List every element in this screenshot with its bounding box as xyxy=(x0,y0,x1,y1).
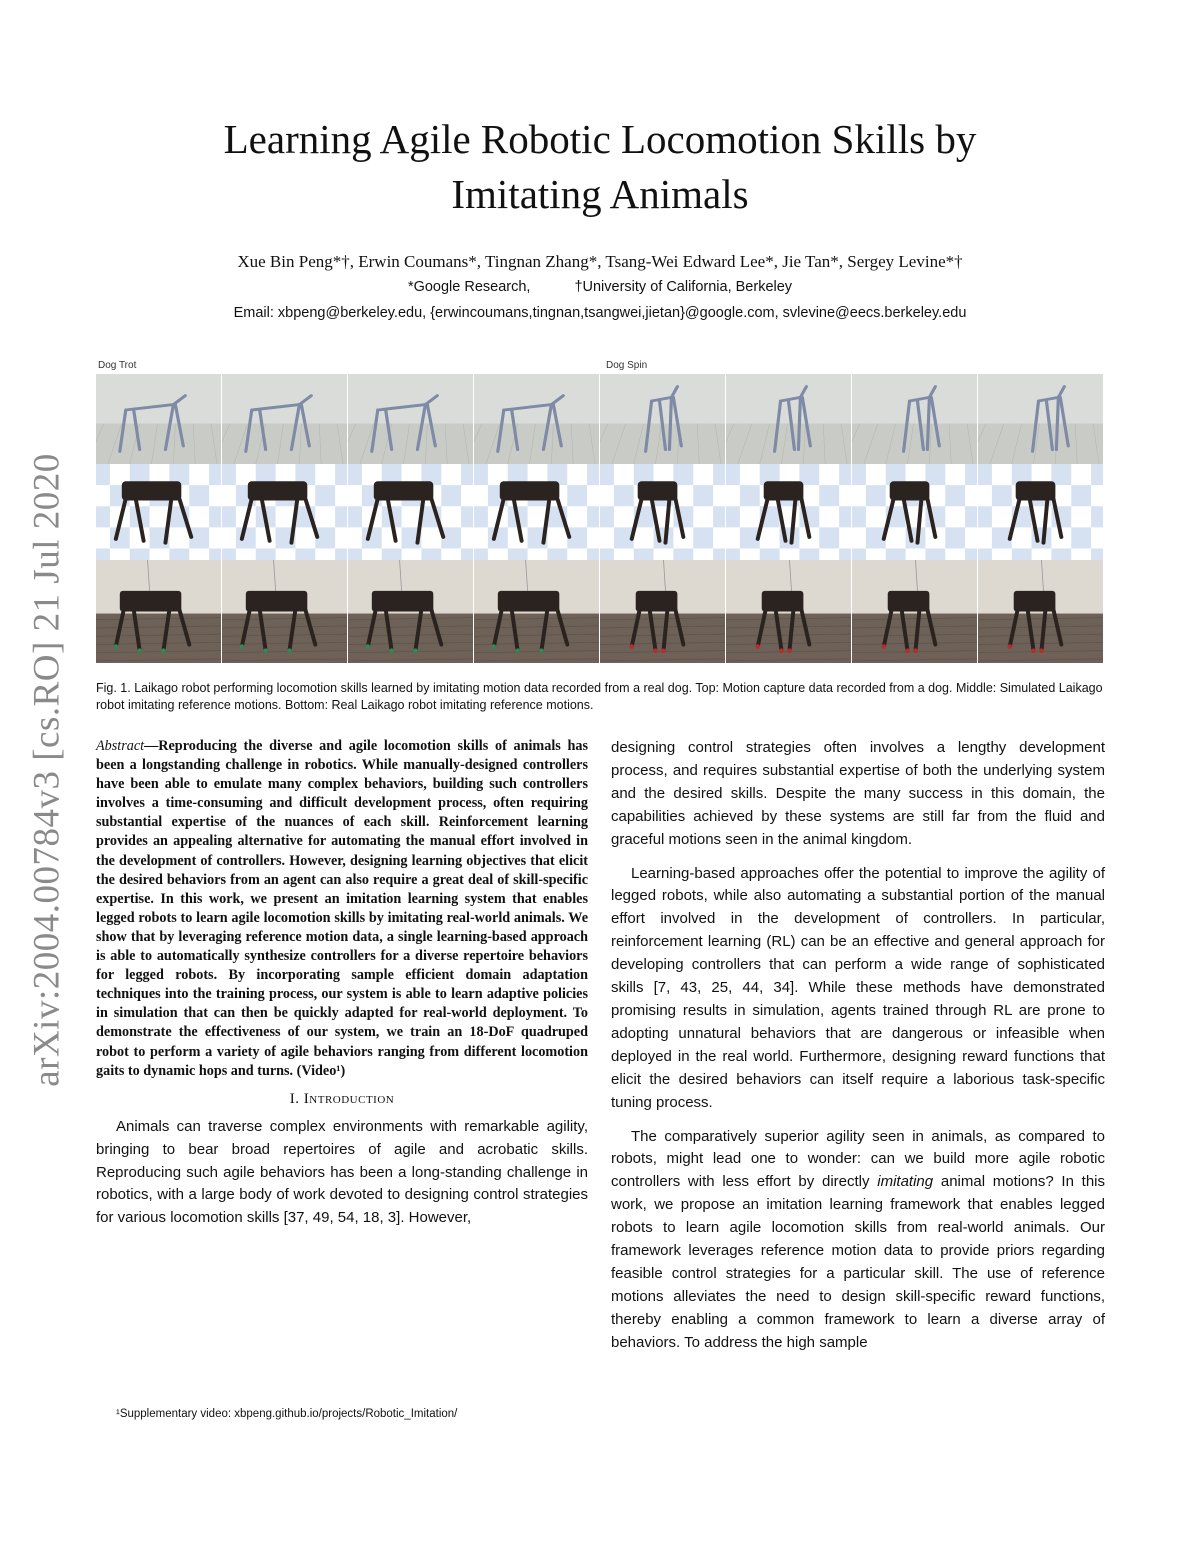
figure-panel-real-7 xyxy=(852,560,978,663)
abstract-text: —Reproducing the diverse and agile locomotion skills of animals has been a longstanding challenge in robotics. While manually-designed controllers have been able to emulate many complex behaviors, building such controllers involves a time-consuming and difficult development process, often requiring substantial expertise of the nuances of each skill. Reinforcement learning provides an appealing alternative for automating the manual effort involved in the development of controllers. However, designing learning objectives that elicit the desired behaviors from an agent can also require a great deal of skill-specific expertise. In this work, we present an imitation learning system that enables legged robots to learn agile locomotion skills by imitating real-world animals. We show that by leveraging reference motion data, a single learning-based approach is able to automatically synthesize controllers for a diverse repertoire behaviors for legged robots. By incorporating sample efficient domain adaptation techniques into the training process, our system is able to learn adaptive policies in simulation that can then be quickly adapted for real-world deployment. To demonstrate the effectiveness of our system, we train an 18-DoF quadruped robot to perform a variety of agile behaviors ranging from different locomotion gaits to dynamic hops and turns. (Video¹) xyxy=(96,738,588,1079)
figure-panel-sim-2 xyxy=(222,464,348,560)
figure-panel-mocap-4 xyxy=(474,374,600,464)
body-paragraph-imitation: The comparatively superior agility seen in animals, as compared to robots, might lead one to wonder: can we build more agile robotic controllers with less effort by directly imitating animal motions? In this work, we propose an imitation learning framework that enables legged robots to learn agile locomotion skills from real-world animals. Our framework leverages reference motion data to provide priors regarding feasible control strategies for a particular skill. The use of reference motions alleviates the need to design skill-specific reward functions, thereby enabling a common framework to learn a diverse array of behaviors. To address the high sample xyxy=(611,1127,1105,1351)
paper-title xyxy=(100,112,1100,222)
figure-panel-real-2 xyxy=(222,560,348,663)
body-paragraph-continued: designing control strategies often involves a lengthy development process, and requires substantial expertise of both the underlying system and the desired skills. Despite the many success in this domain, the capabilities achieved by these systems are still far from the fluid and graceful motions seen in the animal kingdom. xyxy=(611,739,1105,848)
title-line-1: Learning Agile Robotic Locomotion Skills by xyxy=(223,116,977,162)
affiliation-berkeley: †University of California, Berkeley xyxy=(574,279,793,295)
figure-1 xyxy=(96,360,1104,663)
figure-panel-real-5 xyxy=(600,560,726,663)
figure-panel-real-4 xyxy=(474,560,600,663)
figure-panel-mocap-8 xyxy=(978,374,1104,464)
label-dog-spin: Dog Spin xyxy=(606,360,648,371)
author-emails: Email: xbpeng@berkeley.edu, {erwincoumans,tingnan,tsangwei,jietan}@google.com, svlevine@eecs.berkeley.edu xyxy=(233,305,967,321)
figure-panel-sim-3 xyxy=(348,464,474,560)
figure-panel-sim-4 xyxy=(474,464,600,560)
figure-panel-real-3 xyxy=(348,560,474,663)
figure-image-grid xyxy=(96,374,1104,663)
figure-panel-mocap-6 xyxy=(726,374,852,464)
figure-panel-mocap-7 xyxy=(852,374,978,464)
arxiv-identifier: arXiv:2004.00784v3 [cs.RO] 21 Jul 2020 xyxy=(26,453,68,1087)
abstract xyxy=(96,737,588,1081)
footnote-video: ¹Supplementary video: xbpeng.github.io/projects/Robotic_Imitation/ xyxy=(116,1408,458,1420)
figure-panel-mocap-5 xyxy=(600,374,726,464)
emphasis-imitating: imitating xyxy=(877,1173,934,1191)
figure-panel-sim-8 xyxy=(978,464,1104,560)
figure-panel-real-8 xyxy=(978,560,1104,663)
figure-panel-mocap-2 xyxy=(222,374,348,464)
affiliation-google: *Google Research, xyxy=(407,279,531,295)
left-column xyxy=(96,737,588,1230)
label-dog-trot: Dog Trot xyxy=(98,360,137,371)
figure-caption: Fig. 1. Laikago robot performing locomotion skills learned by imitating motion data recorded from a real dog. Top: Motion capture data recorded from a dog. Middle: Simulated Laikago robot imitating reference motions. Bottom: Real Laikago robot imitating reference motions. xyxy=(96,681,1103,712)
figure-panel-real-6 xyxy=(726,560,852,663)
abstract-label: Abstract xyxy=(96,738,145,754)
figure-panel-sim-5 xyxy=(600,464,726,560)
figure-panel-mocap-3 xyxy=(348,374,474,464)
author-list: Xue Bin Peng*†, Erwin Coumans*, Tingnan Zhang*, Tsang-Wei Edward Lee*, Jie Tan*, Sergey Levine*† xyxy=(237,252,963,271)
figure-panel-sim-1 xyxy=(96,464,222,560)
section-heading-introduction: I. Introduction xyxy=(289,1090,395,1107)
title-line-2: Imitating Animals xyxy=(451,171,749,217)
figure-panel-sim-7 xyxy=(852,464,978,560)
figure-panel-real-1 xyxy=(96,560,222,663)
affiliations xyxy=(100,279,1100,295)
intro-paragraph-1: Animals can traverse complex environments with remarkable agility, bringing to bear broad repertoires of agile and acrobatic skills. Reproducing such agile behaviors has been a long-standing challenge in robotics, with a large body of work devoted to designing control strategies for various locomotion skills [37, 49, 54, 18, 3]. However, xyxy=(96,1117,588,1227)
figure-panel-mocap-1 xyxy=(96,374,222,464)
figure-panel-sim-6 xyxy=(726,464,852,560)
right-column xyxy=(611,737,1105,1355)
body-paragraph-learning: Learning-based approaches offer the potential to improve the agility of legged robots, while also automating a substantial portion of the manual effort involved in the development of controllers. In particular, reinforcement learning (RL) can be an effective and general approach for developing controllers that can perform a wide range of sophisticated skills [7, 43, 25, 44, 34]. While these methods have demonstrated promising results in simulation, agents trained through RL are prone to adopting unnatural behaviors that are dangerous or infeasible when deployed in the real world. Furthermore, designing reward functions that elicit the desired behaviors can itself require a laborious task-specific tuning process. xyxy=(611,864,1105,1111)
